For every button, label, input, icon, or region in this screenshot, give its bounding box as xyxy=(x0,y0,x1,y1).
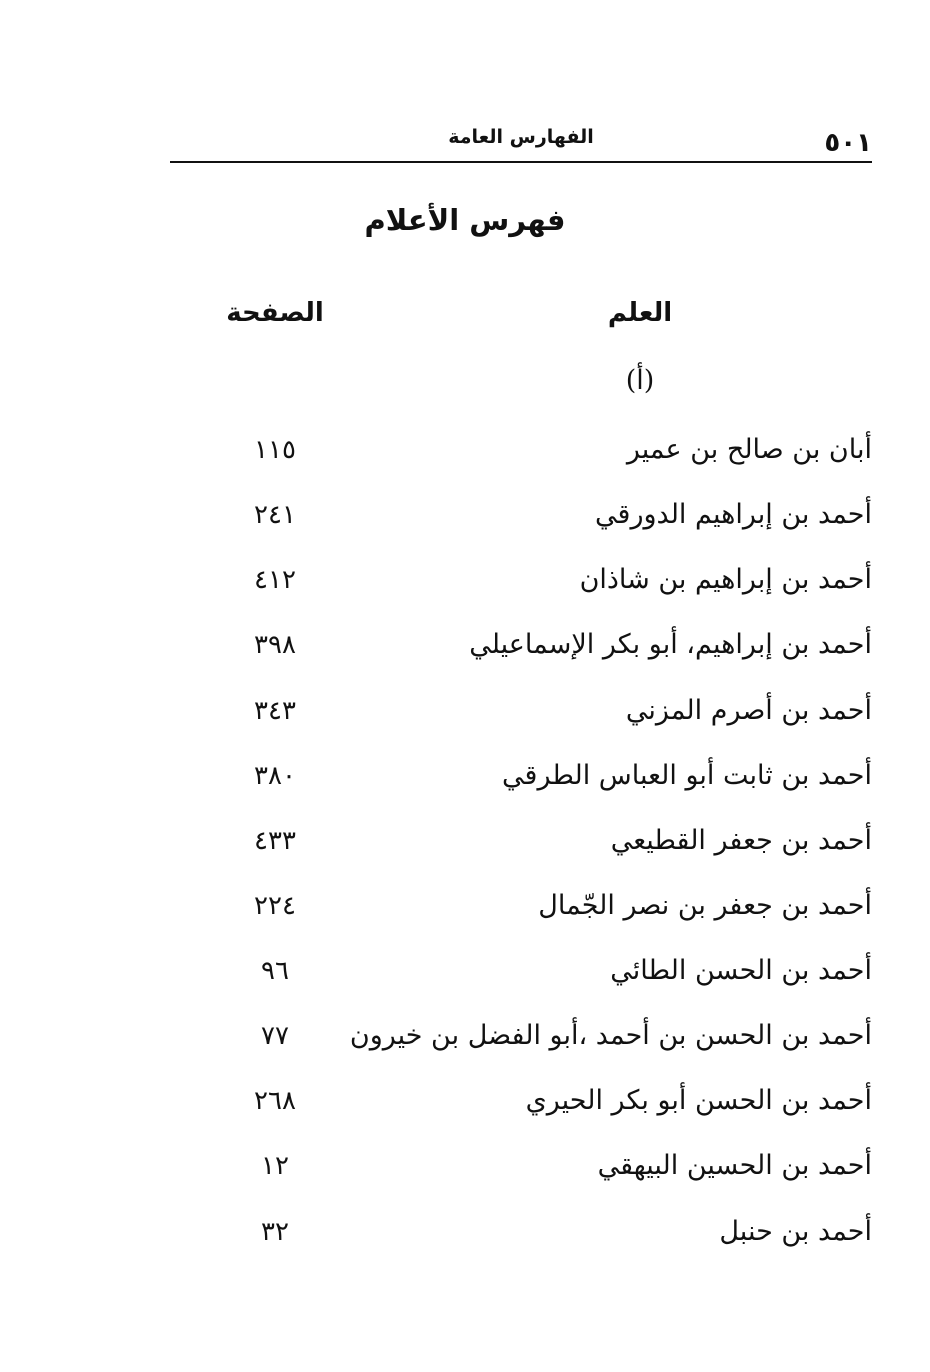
index-entry xyxy=(210,490,872,540)
index-entry xyxy=(210,1207,872,1257)
entry-page-number: ٣٨٠ xyxy=(254,761,296,791)
index-entry xyxy=(210,816,872,866)
entry-name: أحمد بن الحسن أبو بكر الحيري xyxy=(525,1085,872,1116)
entry-page-number: ١٢ xyxy=(261,1151,289,1181)
index-title: فهرس الأعلام xyxy=(364,203,566,237)
entry-page-number: ٤٣٣ xyxy=(254,826,296,856)
entry-name: أحمد بن حنبل xyxy=(719,1216,872,1247)
entry-page-number: ٣٢ xyxy=(261,1217,289,1247)
column-header-name: العلم xyxy=(607,298,673,328)
entry-name: أحمد بن الحسين البيهقي xyxy=(597,1150,872,1181)
column-header-page: الصفحة xyxy=(226,298,324,328)
entry-page-number: ٤١٢ xyxy=(254,565,296,595)
page-number: ٥٠١ xyxy=(824,128,872,158)
index-entry xyxy=(210,620,872,670)
index-entry xyxy=(210,751,872,801)
index-entry xyxy=(210,946,872,996)
entry-name: أحمد بن جعفر بن نصر الجّمال xyxy=(538,890,872,921)
entry-name: أحمد بن إبراهيم الدورقي xyxy=(595,499,872,530)
entry-page-number: ٣٤٣ xyxy=(254,696,296,726)
index-entry xyxy=(210,1011,872,1061)
entry-name: أبان بن صالح بن عمير xyxy=(626,434,872,465)
entry-name: أحمد بن جعفر القطيعي xyxy=(610,825,872,856)
index-entry xyxy=(210,881,872,931)
letter-section-heading: (أ) xyxy=(625,365,655,396)
index-entry xyxy=(210,555,872,605)
index-entry xyxy=(210,1076,872,1126)
index-entry xyxy=(210,1141,872,1191)
entry-page-number: ٢٢٤ xyxy=(254,891,296,921)
entry-name: أحمد بن إبراهيم بن شاذان xyxy=(579,564,872,595)
entry-name: أحمد بن أصرم المزني xyxy=(625,695,872,726)
entry-page-number: ١١٥ xyxy=(254,435,296,465)
entry-page-number: ٩٦ xyxy=(261,956,289,986)
entry-name: أحمد بن ثابت أبو العباس الطرقي xyxy=(502,760,872,791)
entry-name: أحمد بن الحسن الطائي xyxy=(610,955,872,986)
running-header-title: الفهارس العامة xyxy=(448,126,594,148)
entry-name: أحمد بن الحسن بن أحمد ،أبو الفضل بن خيرون xyxy=(349,1020,872,1051)
index-entry xyxy=(210,686,872,736)
index-entry xyxy=(210,425,872,475)
entry-page-number: ٢٤١ xyxy=(254,500,296,530)
entry-name: أحمد بن إبراهيم، أبو بكر الإسماعيلي xyxy=(469,629,872,660)
entry-page-number: ٢٦٨ xyxy=(254,1086,296,1116)
entry-page-number: ٣٩٨ xyxy=(254,630,296,660)
entry-page-number: ٧٧ xyxy=(261,1021,289,1051)
